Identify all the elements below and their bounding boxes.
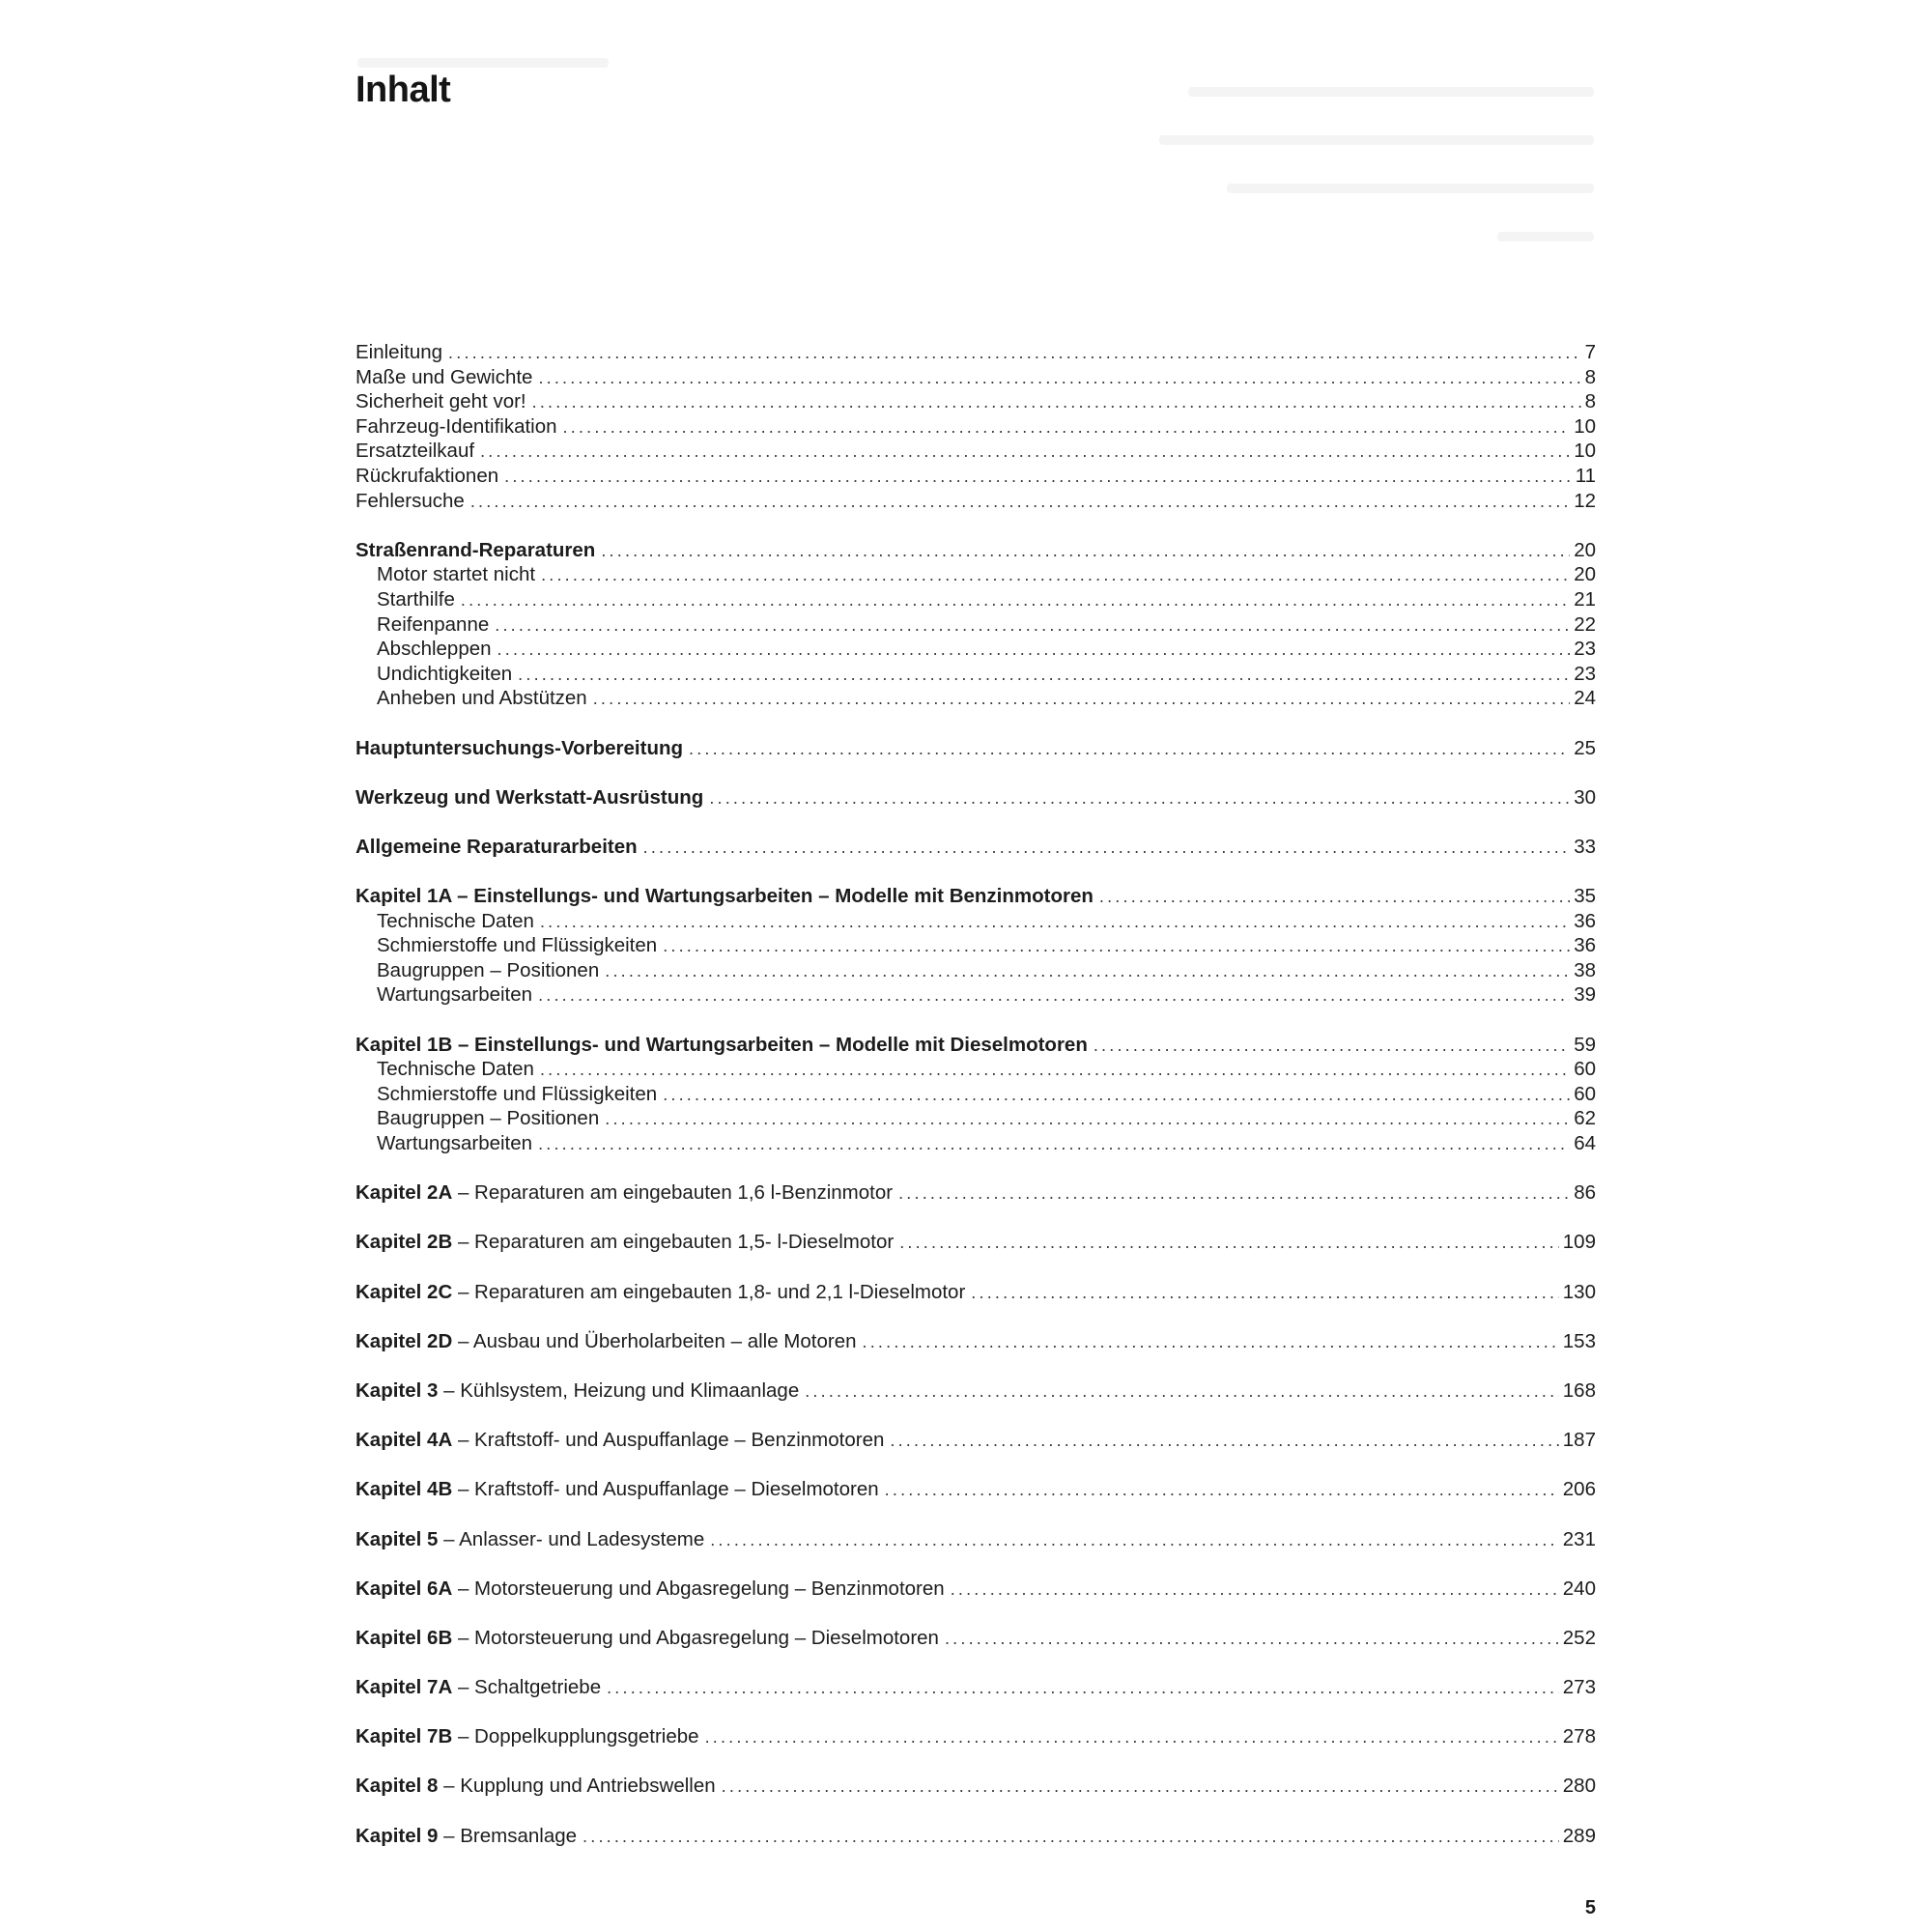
toc-subentry-label: Baugruppen – Positionen <box>377 958 600 981</box>
toc-section-heading[interactable] <box>355 538 1596 563</box>
toc-subentry-label: Abschleppen <box>377 638 492 661</box>
toc-section-title-text: Werkzeug und Werkstatt-Ausrüstung <box>355 785 704 809</box>
toc-chapter-title <box>355 1724 699 1749</box>
toc-section-title <box>355 736 683 761</box>
toc-chapter-text: – Schaltgetriebe <box>452 1676 602 1699</box>
toc-subentry[interactable] <box>355 662 1596 687</box>
toc-chapter-entry[interactable] <box>355 1824 1596 1849</box>
dot-leader <box>504 465 1572 490</box>
toc-section-title-text: Straßenrand-Reparaturen <box>355 538 596 561</box>
toc-section-page: 30 <box>1574 785 1596 809</box>
toc-subentry-page: 36 <box>1574 909 1596 932</box>
toc-chapter-text: – Motorsteuerung und Abgasregelung – Benzinmotoren <box>452 1577 945 1600</box>
dot-leader <box>497 638 1571 663</box>
toc-subentry-label: Wartungsarbeiten <box>377 983 533 1007</box>
toc-section-page: 20 <box>1574 538 1596 561</box>
toc-subentry-page: 21 <box>1574 587 1596 611</box>
toc-chapter-page: 187 <box>1562 1429 1596 1452</box>
toc-chapter-entry[interactable] <box>355 1428 1596 1453</box>
dot-leader <box>518 663 1570 688</box>
toc-entry-label: Sicherheit geht vor! <box>355 390 526 413</box>
toc-subentry-label: Schmierstoffe und Flüssigkeiten <box>377 934 658 957</box>
dot-leader <box>885 1478 1559 1503</box>
toc-entry[interactable] <box>355 365 1596 390</box>
toc-chapter-entry[interactable] <box>355 1724 1596 1749</box>
toc-chapter-prefix: Kapitel 5 <box>355 1527 439 1550</box>
dot-leader <box>461 588 1570 613</box>
toc-chapter-prefix: Kapitel 7A <box>355 1676 453 1699</box>
toc-chapter-page: 252 <box>1562 1626 1596 1649</box>
toc-subentry-label: Schmierstoffe und Flüssigkeiten <box>377 1082 658 1105</box>
toc-entry-page: 12 <box>1574 489 1596 512</box>
dot-leader <box>563 415 1571 440</box>
dot-leader <box>951 1577 1559 1603</box>
toc-entry-label: Maße und Gewichte <box>355 365 533 388</box>
toc-subentry-label: Baugruppen – Positionen <box>377 1107 600 1130</box>
toc-subentry-page: 22 <box>1574 612 1596 636</box>
toc-chapter-title <box>355 1230 894 1255</box>
toc-chapter-prefix: Kapitel 7B <box>355 1725 453 1748</box>
dot-leader <box>540 1058 1570 1083</box>
dot-leader <box>663 934 1570 959</box>
dot-leader <box>540 910 1570 935</box>
toc-entry-label: Einleitung <box>355 341 443 363</box>
dot-leader <box>710 1528 1559 1553</box>
toc-chapter-page: 168 <box>1562 1378 1596 1402</box>
toc-chapter-prefix: Kapitel 2A <box>355 1181 453 1205</box>
toc-chapter-prefix: Kapitel 4A <box>355 1429 453 1452</box>
toc-entry[interactable] <box>355 489 1596 514</box>
toc-entry[interactable] <box>355 439 1596 464</box>
dot-leader <box>1094 1034 1570 1059</box>
toc-entry[interactable] <box>355 414 1596 440</box>
toc-entry-page: 10 <box>1574 414 1596 438</box>
toc-chapter-heading[interactable] <box>355 1033 1596 1058</box>
toc-chapter-text: – Bremsanlage <box>438 1824 578 1847</box>
dot-leader <box>890 1429 1558 1454</box>
toc-subentry-page: 64 <box>1574 1132 1596 1154</box>
toc-subentry[interactable] <box>355 1131 1596 1156</box>
dot-leader <box>899 1231 1559 1256</box>
toc-chapter-text: – Reparaturen am eingebauten 1,8- und 2,1 l-Dieselmotor <box>452 1280 966 1303</box>
toc-subentry-page: 39 <box>1574 983 1596 1007</box>
toc-chapter-prefix: Kapitel 6A <box>355 1577 453 1600</box>
toc-chapter-heading[interactable] <box>355 884 1596 909</box>
dot-leader <box>601 539 1570 564</box>
toc-chapter-prefix: Kapitel 8 <box>355 1775 439 1798</box>
dot-leader <box>1099 885 1570 910</box>
toc-subentry[interactable] <box>355 1106 1596 1131</box>
toc-section-page: 33 <box>1574 835 1596 858</box>
toc-subentry[interactable] <box>355 1057 1596 1082</box>
toc-chapter-page: 289 <box>1562 1824 1596 1847</box>
page-title: Inhalt <box>355 70 451 110</box>
toc-entry-label: Ersatzteilkauf <box>355 440 475 463</box>
toc-chapter-title <box>355 1774 716 1799</box>
toc-chapter-page: 59 <box>1574 1033 1596 1056</box>
dot-leader <box>541 563 1570 588</box>
toc-chapter-page: 278 <box>1562 1725 1596 1748</box>
toc-subentry-label: Technische Daten <box>377 909 534 932</box>
toc-section-title <box>355 785 703 810</box>
toc-entry-label: Fehlersuche <box>355 489 465 512</box>
page-number: 5 <box>1584 1897 1596 1918</box>
dot-leader <box>480 440 1570 465</box>
toc-entry-label: Fahrzeug-Identifikation <box>355 414 557 438</box>
dot-leader <box>898 1181 1570 1207</box>
toc-chapter-entry[interactable] <box>355 1280 1596 1305</box>
toc-subentry-page: 60 <box>1574 1082 1596 1105</box>
dot-leader <box>607 1676 1559 1701</box>
toc-subentry-label: Motor startet nicht <box>377 563 536 586</box>
toc-chapter-entry[interactable] <box>355 1180 1596 1206</box>
toc-subentry-page: 36 <box>1574 934 1596 957</box>
toc-chapter-text: – Kupplung und Antriebswellen <box>438 1775 716 1798</box>
toc-chapter-title <box>355 1675 601 1700</box>
dot-leader <box>532 390 1581 415</box>
toc-entry-page: 11 <box>1575 464 1596 487</box>
toc-entry-page: 8 <box>1584 365 1596 388</box>
toc-section-heading[interactable] <box>355 736 1596 761</box>
toc-subentry-label: Anheben und Abstützen <box>377 687 587 710</box>
toc-chapter-text: – Reparaturen am eingebauten 1,6 l-Benzinmotor <box>452 1181 894 1205</box>
dot-leader <box>538 983 1570 1009</box>
toc-chapter-title-text: Kapitel 1B – Einstellungs- und Wartungsarbeiten – Modelle mit Dieselmotoren <box>355 1033 1088 1056</box>
toc-chapter-title <box>355 1428 884 1453</box>
dot-leader <box>863 1330 1559 1355</box>
toc-chapter-prefix: Kapitel 6B <box>355 1626 453 1649</box>
toc-chapter-text: – Doppelkupplungsgetriebe <box>452 1725 699 1748</box>
toc-chapter-page: 240 <box>1562 1577 1596 1600</box>
toc-subentry[interactable] <box>355 637 1596 662</box>
toc-chapter-title <box>355 1280 965 1305</box>
toc-section-page: 25 <box>1574 736 1596 759</box>
dot-leader <box>582 1825 1559 1850</box>
toc-chapter-text: – Reparaturen am eingebauten 1,5- l-Dieselmotor <box>452 1231 895 1254</box>
toc-subentry-page: 24 <box>1574 687 1596 710</box>
toc-chapter-title <box>355 1378 799 1404</box>
toc-entry[interactable] <box>355 340 1596 365</box>
toc-chapter-page: 273 <box>1562 1676 1596 1699</box>
toc-chapter-page: 130 <box>1562 1280 1596 1303</box>
toc-chapter-prefix: Kapitel 2D <box>355 1329 453 1352</box>
toc-chapter-page: 35 <box>1574 885 1596 908</box>
toc-chapter-entry[interactable] <box>355 1527 1596 1552</box>
toc-chapter-title <box>355 1329 857 1354</box>
toc-chapter-page: 206 <box>1562 1478 1596 1501</box>
toc-chapter-title <box>355 1527 704 1552</box>
toc-section-heading[interactable] <box>355 835 1596 860</box>
dot-leader <box>709 786 1570 811</box>
table-of-contents <box>355 340 1596 1848</box>
toc-chapter-entry[interactable] <box>355 1329 1596 1354</box>
toc-subentry[interactable] <box>355 982 1596 1008</box>
toc-section-title <box>355 835 638 860</box>
dot-leader <box>605 1107 1570 1132</box>
toc-subentry-label: Reifenpanne <box>377 612 490 636</box>
toc-chapter-prefix: Kapitel 3 <box>355 1378 439 1402</box>
dot-leader <box>538 1132 1570 1157</box>
toc-subentry[interactable] <box>355 933 1596 958</box>
dot-leader <box>448 341 1581 366</box>
toc-chapter-title <box>355 884 1094 909</box>
toc-chapter-title <box>355 1033 1088 1058</box>
toc-chapter-prefix: Kapitel 4B <box>355 1478 453 1501</box>
toc-subentry-page: 38 <box>1574 958 1596 981</box>
toc-chapter-page: 86 <box>1574 1181 1596 1205</box>
toc-subentry[interactable] <box>355 562 1596 587</box>
show-through-bleed <box>357 19 1604 270</box>
dot-leader <box>605 959 1570 984</box>
toc-chapter-entry[interactable] <box>355 1626 1596 1651</box>
toc-subentry-label: Technische Daten <box>377 1058 534 1081</box>
dot-leader <box>689 737 1570 762</box>
toc-subentry-page: 23 <box>1574 638 1596 661</box>
toc-section-title-text: Hauptuntersuchungs-Vorbereitung <box>355 736 684 759</box>
toc-subentry-label: Wartungsarbeiten <box>377 1132 533 1154</box>
toc-chapter-text: – Anlasser- und Ladesysteme <box>438 1527 705 1550</box>
dot-leader <box>643 836 1571 861</box>
toc-chapter-prefix: Kapitel 2C <box>355 1280 453 1303</box>
toc-subentry-page: 23 <box>1574 662 1596 685</box>
dot-leader <box>945 1627 1559 1652</box>
toc-entry-page: 7 <box>1584 341 1596 363</box>
toc-chapter-title <box>355 1180 893 1206</box>
toc-subentry[interactable] <box>355 587 1596 612</box>
toc-chapter-entry[interactable] <box>355 1675 1596 1700</box>
toc-chapter-page: 280 <box>1562 1775 1596 1798</box>
dot-leader <box>705 1725 1559 1750</box>
toc-section-title-text: Allgemeine Reparaturarbeiten <box>355 835 638 858</box>
toc-entry-page: 10 <box>1574 440 1596 463</box>
dot-leader <box>470 490 1570 515</box>
dot-leader <box>495 613 1570 639</box>
dot-leader <box>722 1775 1559 1800</box>
toc-chapter-title <box>355 1824 577 1849</box>
toc-chapter-entry[interactable] <box>355 1378 1596 1404</box>
toc-entry-label: Rückrufaktionen <box>355 464 499 487</box>
toc-chapter-title <box>355 1577 945 1602</box>
toc-chapter-title <box>355 1477 879 1502</box>
toc-subentry[interactable] <box>355 612 1596 638</box>
toc-chapter-prefix: Kapitel 9 <box>355 1824 439 1847</box>
toc-entry[interactable] <box>355 389 1596 414</box>
toc-entry-page: 8 <box>1584 390 1596 413</box>
toc-subentry[interactable] <box>355 1082 1596 1107</box>
toc-chapter-page: 153 <box>1562 1329 1596 1352</box>
toc-chapter-text: – Kraftstoff- und Auspuffanlage – Benzinmotoren <box>452 1429 885 1452</box>
toc-section-heading[interactable] <box>355 785 1596 810</box>
toc-chapter-entry[interactable] <box>355 1477 1596 1502</box>
toc-subentry-page: 20 <box>1574 563 1596 586</box>
toc-chapter-text: – Kühlsystem, Heizung und Klimaanlage <box>438 1378 800 1402</box>
toc-chapter-title-text: Kapitel 1A – Einstellungs- und Wartungsarbeiten – Modelle mit Benzinmotoren <box>355 885 1094 908</box>
toc-subentry[interactable] <box>355 958 1596 983</box>
toc-chapter-text: – Motorsteuerung und Abgasregelung – Dieselmotoren <box>452 1626 939 1649</box>
toc-subentry[interactable] <box>355 909 1596 934</box>
toc-chapter-entry[interactable] <box>355 1774 1596 1799</box>
dot-leader <box>663 1083 1570 1108</box>
toc-chapter-text: – Ausbau und Überholarbeiten – alle Motoren <box>452 1329 857 1352</box>
toc-subentry-label: Starthilfe <box>377 587 455 611</box>
toc-entry[interactable] <box>355 464 1596 489</box>
toc-chapter-page: 109 <box>1562 1231 1596 1254</box>
dot-leader <box>593 687 1570 712</box>
toc-chapter-prefix: Kapitel 2B <box>355 1231 453 1254</box>
dot-leader <box>538 366 1580 391</box>
toc-subentry-page: 62 <box>1574 1107 1596 1130</box>
toc-subentry-label: Undichtigkeiten <box>377 662 513 685</box>
toc-chapter-page: 231 <box>1562 1527 1596 1550</box>
toc-chapter-entry[interactable] <box>355 1577 1596 1602</box>
toc-subentry-page: 60 <box>1574 1058 1596 1081</box>
toc-chapter-title <box>355 1626 939 1651</box>
toc-section-title <box>355 538 595 563</box>
toc-chapter-text: – Kraftstoff- und Auspuffanlage – Dieselmotoren <box>452 1478 879 1501</box>
dot-leader <box>805 1379 1559 1405</box>
toc-chapter-entry[interactable] <box>355 1230 1596 1255</box>
toc-subentry[interactable] <box>355 686 1596 711</box>
dot-leader <box>971 1281 1558 1306</box>
